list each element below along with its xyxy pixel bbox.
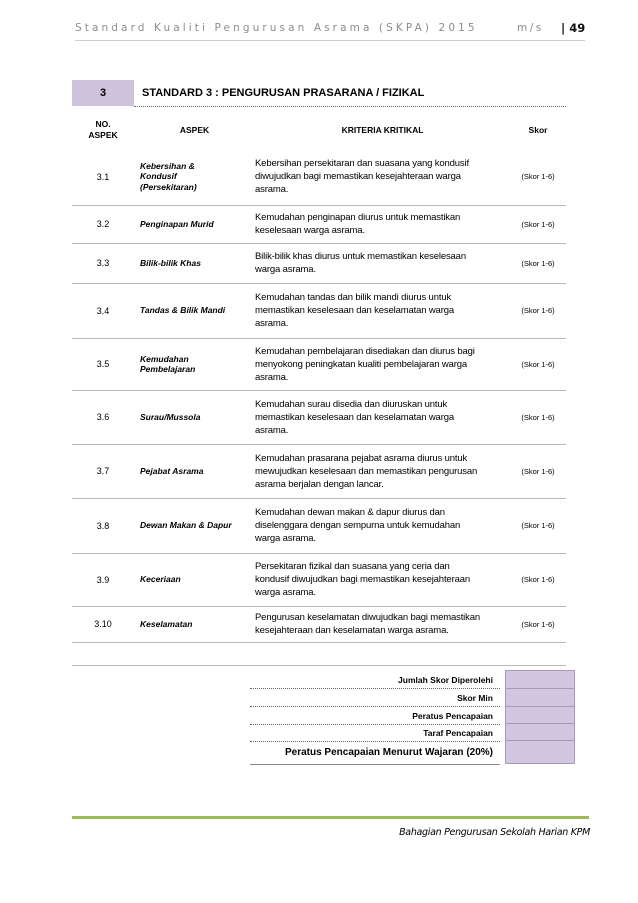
aspek-name-line: Kondusif: [140, 171, 177, 182]
kriteria-line: Kemudahan tandas dan bilik mandi diurus untuk: [255, 292, 452, 303]
skor-range: (Skor 1-6): [521, 172, 555, 181]
kriteria-line: warga asrama.: [255, 533, 316, 544]
aspek-name: [134, 283, 244, 338]
header-divider: [75, 40, 585, 41]
skor-range: (Skor 1-6): [521, 521, 555, 530]
aspek-name-line: Keceriaan: [140, 574, 181, 585]
footer-text: Bahagian Pengurusan Sekolah Harian KPM: [399, 827, 590, 838]
table-header: [72, 112, 566, 148]
aspek-name: [134, 553, 244, 606]
skor-min-box[interactable]: [505, 688, 575, 708]
standard-number: 3: [72, 80, 134, 106]
table-row: [72, 148, 566, 206]
kriteria-kritikal: [255, 243, 510, 283]
aspek-number: 3.9: [96, 574, 110, 585]
aspek-number: 3.7: [96, 466, 110, 476]
standard-title-row: [72, 80, 566, 106]
aspek-number: 3.6: [96, 412, 110, 422]
jumlah-box[interactable]: [505, 670, 575, 690]
kriteria-kritikal: [255, 205, 510, 243]
footer-accent-line: [72, 816, 589, 819]
header-skor: Skor: [528, 125, 548, 135]
aspek-number: 3.3: [96, 258, 110, 268]
aspek-name-line: Tandas & Bilik Mandi: [140, 305, 226, 316]
peratus-label: Peratus Pencapaian: [412, 711, 493, 721]
kriteria-line: Bilik-bilik khas diurus untuk memastikan keselesaan: [255, 251, 466, 262]
page-header: [75, 20, 585, 42]
skor-range: (Skor 1-6): [521, 619, 555, 629]
kriteria-kritikal: [255, 498, 510, 553]
aspek-name-line: Bilik-bilik Khas: [140, 257, 201, 268]
summary-row-skor-min: [250, 688, 575, 708]
aspek-name: [134, 498, 244, 553]
aspek-name: [134, 444, 244, 498]
table-row: [72, 498, 566, 554]
aspek-name: [134, 338, 244, 390]
divider: [250, 764, 500, 765]
aspek-name: [134, 390, 244, 444]
kriteria-line: Kemudahan prasarana pejabat asrama diurus untuk: [255, 452, 468, 464]
wajaran-label: Peratus Pencapaian Menurut Wajaran (20%): [284, 746, 493, 758]
kriteria-line: memastikan keselesaan dan keselamatan warga: [255, 411, 454, 423]
kriteria-line: mewujudkan keselesaan dan memastikan pengurusan: [255, 465, 478, 477]
kriteria-line: asrama berjalan dengan lancar.: [255, 478, 384, 490]
kriteria-line: diwujudkan bagi memastikan kesejahteraan warga: [255, 171, 461, 182]
skor-range: (Skor 1-6): [521, 412, 555, 422]
aspek-name-line: (Persekitaran): [140, 181, 197, 192]
table-row: [72, 444, 566, 499]
table-row: [72, 283, 566, 339]
page-number: | 49: [561, 21, 586, 35]
table-row: [72, 338, 566, 391]
standard-title: STANDARD 3 : PENGURUSAN PRASARANA / FIZIKAL: [142, 87, 425, 99]
kriteria-line: Kemudahan pembelajaran disediakan dan diurus bagi: [255, 345, 475, 357]
aspek-number: 3.4: [96, 305, 110, 316]
aspek-number: 3.2: [96, 219, 110, 229]
document-title: Standard Kualiti Pengurusan Asrama (SKPA) 2015: [75, 22, 478, 34]
kriteria-kritikal: [255, 148, 510, 205]
kriteria-line: Kemudahan surau disedia dan diuruskan untuk: [255, 398, 448, 410]
aspek-name-line: Penginapan Murid: [140, 218, 214, 229]
aspek-name-line: Kemudahan: [140, 353, 189, 364]
table-row: [72, 390, 566, 445]
kriteria-line: Kebersihan persekitaran dan suasana yang kondusif: [255, 158, 469, 169]
skor-range: (Skor 1-6): [521, 258, 555, 268]
skor-range: (Skor 1-6): [521, 219, 555, 229]
kriteria-line: kesejahteraan dan keselamatan warga asrama.: [255, 625, 449, 636]
kriteria-line: diselenggara dengan sempurna untuk kemudahan: [255, 520, 461, 531]
kriteria-kritikal: [255, 338, 510, 390]
header-aspek: ASPEK: [179, 125, 210, 135]
skor-range: (Skor 1-6): [521, 306, 555, 315]
header-no: [72, 112, 134, 148]
aspek-number: 3.10: [94, 619, 112, 629]
kriteria-line: warga asrama.: [255, 264, 316, 275]
kriteria-line: Pengurusan keselamatan diwujudkan bagi memastikan: [255, 612, 481, 623]
aspek-number: 3.8: [96, 520, 110, 531]
aspek-number: 3.1: [96, 171, 110, 182]
skor-range: (Skor 1-6): [521, 359, 555, 369]
page-label: m/s: [517, 22, 544, 34]
aspek-name-line: Pembelajaran: [140, 364, 196, 374]
skor-min-label: Skor Min: [457, 693, 493, 703]
aspek-name-line: Surau/Mussola: [140, 411, 201, 422]
kriteria-line: asrama.: [255, 424, 289, 436]
header-no-line2: ASPEK: [88, 130, 118, 140]
kriteria-line: kondusif diwujudkan bagi memastikan kesejahteraan: [255, 574, 470, 585]
divider: [134, 106, 566, 107]
kriteria-kritikal: [255, 390, 510, 444]
aspek-name: [134, 606, 244, 642]
kriteria-line: asrama.: [255, 184, 289, 195]
table-row: [72, 606, 566, 643]
skor-range: (Skor 1-6): [521, 575, 555, 584]
aspek-name: [134, 205, 244, 243]
kriteria-line: Persekitaran fizikal dan suasana yang ceria dan: [255, 561, 450, 572]
summary-row-wajaran: [250, 740, 575, 764]
summary-row-jumlah: [250, 670, 575, 690]
kriteria-line: memastikan keselesaan dan keselamatan warga: [255, 305, 454, 316]
table-row: [72, 205, 566, 244]
aspek-name-line: Keselamatan: [140, 618, 193, 629]
kriteria-kritikal: [255, 553, 510, 606]
taraf-label: Taraf Pencapaian: [423, 728, 493, 738]
aspek-name: [134, 148, 244, 205]
kriteria-line: warga asrama.: [255, 587, 316, 598]
jumlah-label: Jumlah Skor Diperolehi: [398, 675, 493, 685]
kriteria-line: menyokong peningkatan kualiti pembelajaran warga: [255, 358, 467, 370]
kriteria-line: asrama.: [255, 318, 289, 329]
wajaran-box[interactable]: [505, 740, 575, 764]
kriteria-line: asrama.: [255, 371, 289, 383]
header-kriteria: KRITERIA KRITIKAL: [341, 125, 424, 135]
table-row: [72, 243, 566, 284]
table-row: [72, 553, 566, 607]
header-no-line1: NO.: [95, 119, 111, 129]
kriteria-kritikal: [255, 606, 510, 642]
aspek-number: 3.5: [96, 359, 110, 369]
kriteria-kritikal: [255, 444, 510, 498]
aspek-name-line: Dewan Makan & Dapur: [140, 520, 232, 531]
kriteria-line: Kemudahan dewan makan & dapur diurus dan: [255, 507, 445, 518]
kriteria-kritikal: [255, 283, 510, 338]
skor-range: (Skor 1-6): [521, 466, 555, 476]
aspek-name-line: Pejabat Asrama: [140, 465, 204, 476]
kriteria-line: keselesaan warga asrama.: [255, 225, 365, 236]
aspek-name: [134, 243, 244, 283]
kriteria-line: Kemudahan penginapan diurus untuk memastikan: [255, 212, 461, 223]
table-bottom-line: [72, 665, 566, 666]
aspek-name-line: Kebersihan &: [140, 160, 195, 171]
